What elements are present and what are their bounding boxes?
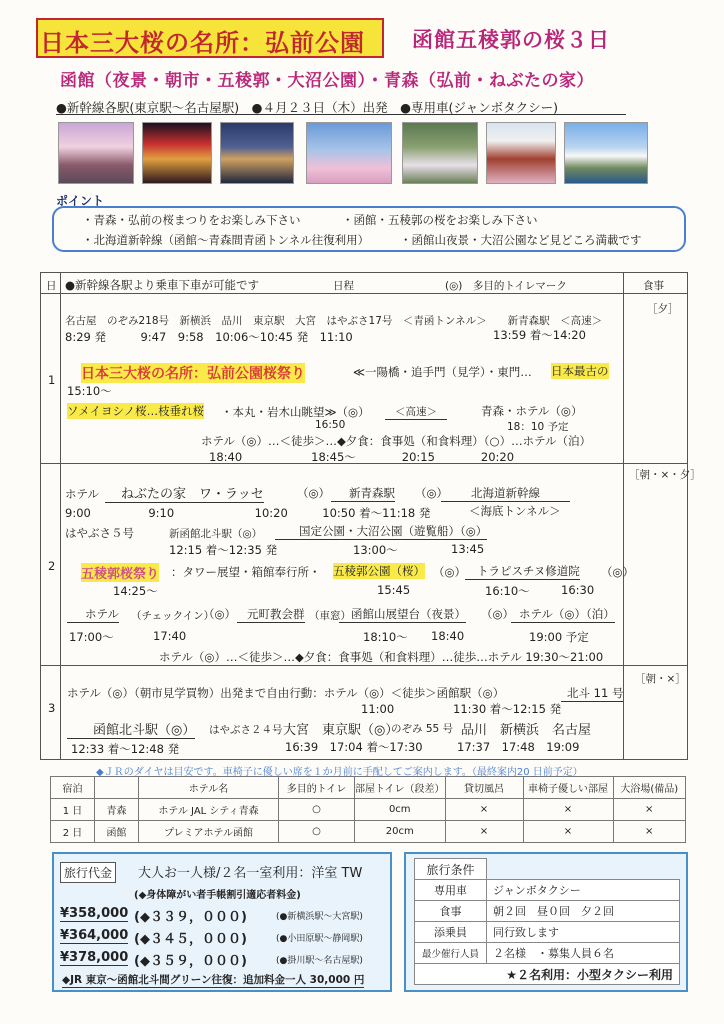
hotel-cell: × — [523, 821, 613, 843]
day1-highlight: ソメイヨシノ桜…枝垂れ桜 — [67, 404, 205, 418]
price-area: (●掛川駅～名古屋駅) — [276, 956, 363, 966]
hotel-header: ホテル名 — [139, 777, 279, 799]
day3-time: 11:00 — [361, 702, 395, 716]
hotel-cell: × — [613, 799, 686, 821]
header-schedule: 日程 — [333, 280, 354, 292]
page-title: 日本三大桜の名所：弘前公園 — [40, 29, 365, 57]
points-label: ポイント — [56, 194, 105, 208]
day1-detail: ＜高速＞ — [385, 404, 447, 420]
day2-detail: 元町教会群 — [237, 606, 305, 623]
condition-key: 専用車 — [415, 880, 487, 901]
day2-time: 16:30 — [561, 583, 595, 597]
condition-key: 食事 — [415, 901, 487, 922]
price-box — [52, 852, 392, 992]
day-number: 2 — [48, 559, 56, 573]
day3-times: 17:37 17:48 19:09 — [457, 740, 580, 754]
photo-hakodate-night — [220, 122, 294, 184]
photo-goryokaku-tower — [306, 122, 392, 184]
discount-price: (◆３４５，０００) — [134, 932, 247, 947]
schedule-table — [40, 272, 701, 760]
photo-trappistine — [486, 122, 556, 184]
point-item: ・青森・弘前の桜まつりをお楽しみ下さい — [82, 213, 301, 227]
day2-detail: （◎） — [481, 607, 515, 621]
discount-price: (◆３５９，０００) — [134, 954, 247, 969]
hotel-cell: × — [445, 799, 523, 821]
day3-time: 11:30 着～12:15 発 — [453, 702, 562, 716]
hotel-header: 部屋トイレ（段差） — [355, 777, 446, 799]
day2-time: 14:25～ — [113, 584, 158, 598]
day2-detail: ＜海底トンネル＞ — [469, 504, 561, 518]
day2-time: 18:10～ — [363, 630, 408, 644]
day2-detail: （◎） — [415, 486, 449, 500]
photo-onuma-park — [564, 122, 648, 184]
day2-detail: 北海道新幹線 — [441, 485, 570, 502]
condition-key: 添乗員 — [415, 922, 487, 943]
hotel-cell: 20cm — [355, 821, 446, 843]
day2-time: 17:40 — [153, 629, 187, 643]
hotel-cell: 1 日 — [51, 799, 95, 821]
day2-detail: （◎） — [297, 486, 331, 500]
day1-time: 15:10～ — [67, 384, 112, 398]
point-item: ・函館・五稜郭の桜をお楽しみ下さい — [342, 213, 538, 227]
day1-times: 18:40 18:45～ 20:15 20:20 — [209, 450, 515, 464]
day2-detail: （◎） — [433, 565, 467, 579]
price-value: ¥378,000 — [60, 950, 129, 965]
day1-highlight: 日本三大桜の名所：弘前公園桜祭り — [81, 363, 305, 383]
day2-time: 18:40 — [431, 629, 465, 643]
hotel-header: 多目的トイレ — [279, 777, 355, 799]
day2-detail: ホテル（◎）（泊） — [511, 606, 615, 623]
day2-detail: 新青森駅 — [331, 485, 395, 502]
point-item: ・北海道新幹線（函館～青森間青函トンネル往復利用） — [82, 233, 370, 247]
day3-detail: はやぶさ２４号 — [209, 724, 283, 736]
condition-key: 最少催行人員 — [415, 943, 487, 964]
hotel-header: 大浴場(備品) — [613, 777, 686, 799]
day-number: 1 — [48, 373, 56, 387]
day1-dinner: ホテル（◎）…＜徒歩＞…◆夕食：食事処（和食料理）（○）…ホテル（泊） — [201, 434, 592, 448]
header-toilet: (◎) 多目的トイレマーク — [445, 280, 567, 292]
day2-detail: ホテル — [67, 606, 119, 623]
day1-highlight: 日本最古の — [551, 364, 609, 378]
condition-value: ２名様 ・募集人員６名 — [487, 943, 680, 964]
day2-time: 17:00～ — [69, 630, 114, 644]
hotel-cell: × — [523, 799, 613, 821]
day1-detail: ・本丸・岩木山眺望≫（◎） — [221, 405, 370, 419]
condition-value: ジャンボタクシー — [487, 880, 680, 901]
photo-nebuta — [142, 122, 212, 184]
day3-detail: 品川 新横浜 名古屋 — [461, 723, 592, 738]
day2-detail: 函館山展望台（夜景） — [339, 606, 466, 623]
day2-time: 13:45 — [451, 542, 485, 556]
header-meal: 食事 — [643, 280, 664, 292]
day1-detail: 青森・ホテル（◎） — [481, 404, 583, 418]
conditions-label: 旅行条件 — [415, 859, 487, 880]
divider — [56, 114, 626, 115]
hotel-cell: × — [445, 821, 523, 843]
day2-time: 13:00～ — [353, 543, 398, 557]
hotel-header — [95, 777, 139, 799]
day2-detail: ：タワー展望・箱館奉行所・ — [171, 565, 321, 579]
hotel-cell: プレミアホテル函館 — [139, 821, 279, 843]
jr-note: ◆ＪＲのダイヤは目安です。車椅子に優しい席を１か月前に手配してご案内します。（最終案内20 日前予定） — [96, 767, 583, 778]
price-value: ¥364,000 — [60, 928, 129, 943]
header-note: ●新幹線各駅より乗車下車が可能です — [65, 278, 260, 292]
day2-detail: （◎） — [203, 607, 237, 621]
day-meal: ［夕］ — [647, 303, 679, 315]
condition-value: 同行致します — [487, 922, 680, 943]
day2-time: 12:15 着～12:35 発 — [169, 543, 278, 557]
day-number: 3 — [48, 701, 56, 715]
hotel-cell: 2 日 — [51, 821, 95, 843]
day2-detail: 新函館北斗駅（◎） — [169, 528, 263, 540]
day3-times: 12:33 着～12:48 発 — [71, 742, 180, 756]
price-area: (●小田原駅～静岡駅) — [276, 934, 363, 944]
condition-value: 朝２回 昼０回 夕２回 — [487, 901, 680, 922]
day-meal: ［朝・×・夕］ — [629, 469, 701, 481]
day2-dinner: ホテル（◎）…＜徒歩＞…◆夕食：食事処（和食料理）…徒歩…ホテル 19:30～21:00 — [159, 650, 604, 664]
hotel-table — [50, 776, 686, 843]
hotel-cell: × — [613, 821, 686, 843]
photo-strip — [58, 122, 648, 184]
hotel-cell: ○ — [279, 799, 355, 821]
day2-time: 19:00 予定 — [529, 630, 589, 644]
hotel-cell: 青森 — [95, 799, 139, 821]
hotel-cell: 0cm — [355, 799, 446, 821]
page-subtitle: 函館五稜郭の桜３日 — [412, 28, 610, 52]
conditions-footer: ★２名利用：小型タクシー利用 — [415, 964, 680, 985]
price-basis: 大人お一人様/２名一室利用：洋室 TW — [138, 866, 363, 881]
day2-times: 9:00 9:10 10:20 10:50 着～11:18 発 — [65, 506, 431, 520]
point-item: ・函館山夜景・大沼公園など見どころ満載です — [400, 233, 642, 247]
day1-line: 名古屋 のぞみ218号 新横浜 品川 東京駅 大宮 はやぶさ17号 ＜青函トンネル＞ 新青森駅 ＜高速＞ — [65, 315, 603, 327]
day1-times: 8:29 発 9:47 9:58 10:06～10:45 発 11:10 — [65, 330, 353, 344]
points-box — [52, 206, 686, 252]
hotel-header: 貸切風呂 — [445, 777, 523, 799]
day2-time: 15:45 — [377, 583, 411, 597]
day3-detail: ホテル（◎）（朝市見学買物）出発まで自由行動：ホテル（◎）＜徒歩＞函館駅（◎） — [67, 686, 505, 700]
day3-times: 16:39 17:04 着～17:30 — [285, 740, 423, 754]
day2-detail: はやぶさ５号 — [65, 526, 134, 540]
day2-detail: 国定公園・大沼公園（遊覧船）（◎） — [275, 523, 487, 540]
hotel-cell: ○ — [279, 821, 355, 843]
photo-goryokaku-park — [402, 122, 478, 184]
day2-detail: トラピスチヌ修道院 — [465, 563, 580, 580]
hotel-cell: ホテル JAL シティ青森 — [139, 799, 279, 821]
day2-highlight: 五稜郭桜祭り — [81, 563, 159, 582]
day1-times: 13:59 着～14:20 — [493, 328, 586, 342]
discount-price: (◆３３９，０００) — [134, 910, 247, 925]
price-label: 旅行代金 — [60, 862, 116, 883]
conditions-box — [404, 852, 688, 992]
day2-time: 16:10～ — [485, 584, 530, 598]
day1-detail: ≪一陽橋・追手門（見学）・東門… — [353, 365, 532, 379]
conditions-table — [414, 858, 680, 985]
hotel-header: 宿泊 — [51, 777, 95, 799]
day2-highlight: 五稜郭公園（桜） — [333, 564, 425, 578]
green-car-note: ◆JR 東京～函館北斗間グリーン往復：追加料金一人 30,000 円 — [62, 974, 365, 986]
day3-detail: のぞみ 55 号 — [391, 723, 454, 735]
day2-detail: （◎） — [601, 565, 635, 579]
day2-detail: ホテル — [65, 487, 99, 501]
day2-detail: ねぶたの家 ワ・ラッセ — [105, 483, 264, 503]
day3-detail: 北斗 11 号 — [561, 685, 623, 702]
day-meal: ［朝・×］ — [635, 673, 686, 685]
price-value: ¥358,000 — [60, 906, 129, 921]
discount-note: (◆身体障がい者手帳割引適応者料金) — [134, 890, 301, 901]
day3-detail: 函館北斗駅（◎） — [67, 719, 195, 739]
day3-detail: 大宮 東京駅（◎） — [283, 723, 399, 738]
price-area: (●新横浜駅～大宮駅) — [276, 912, 363, 922]
hotel-cell: 函館 — [95, 821, 139, 843]
day1-time: 18：10 予定 — [507, 421, 569, 433]
photo-hirosaki-castle — [58, 122, 134, 184]
day2-detail: （チェックイン） — [131, 610, 215, 622]
day-col-header: 日 — [46, 280, 57, 292]
day2-detail: （車窓） — [309, 610, 351, 622]
day1-time: 16:50 — [315, 419, 346, 431]
hotel-header: 車椅子優しい部屋 — [523, 777, 613, 799]
route-line: 函館（夜景・朝市・五稜郭・大沼公園）・青森（弘前・ねぶたの家） — [60, 71, 594, 91]
departure-info: ●新幹線各駅(東京駅～名古屋駅) ●４月２３日（木）出発 ●専用車(ジャンボタクシー) — [56, 100, 558, 115]
